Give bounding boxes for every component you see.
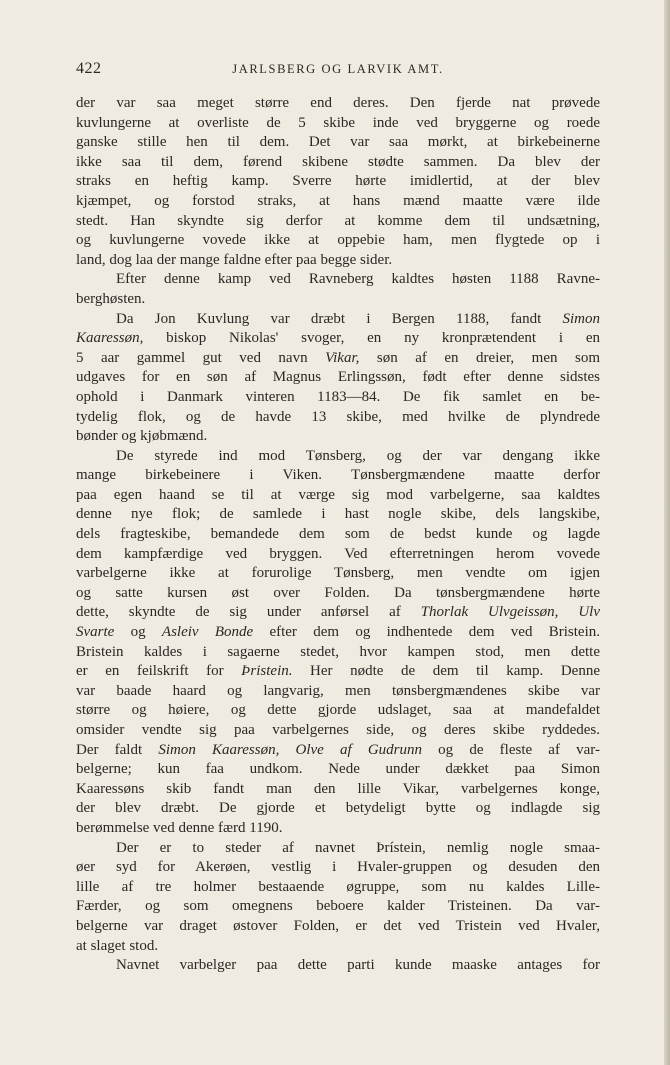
page-edge: [664, 0, 670, 1065]
text-segment: stedt. Han skyndte sig derfor at komme dem til undsætning,: [76, 212, 600, 229]
text-line: [76, 368, 600, 388]
text-segment: berømmelse ved denne færd 1190.: [76, 819, 283, 836]
italic-name-text: Þristein.: [241, 663, 293, 680]
text-segment: øer syd for Akerøen, vestlig i Hvaler-gruppen og desuden den: [76, 859, 600, 876]
italic-name-text: Thorlak Ulvgeissøn, Ulv: [420, 604, 600, 621]
text-line: [76, 897, 600, 917]
text-line: [76, 956, 600, 976]
text-segment: Bristein kaldes i sagaerne stedet, hvor kampen stod, men dette: [76, 643, 600, 660]
text-line: [76, 603, 600, 623]
text-segment: der blev dræbt. De gjorde et betydeligt bytte og indlagde sig: [76, 800, 600, 817]
text-segment: denne nye flok; de samlede i hast nogle skibe, dels langskibe,: [76, 506, 600, 523]
text-line: [76, 839, 600, 859]
text-line: [76, 564, 600, 584]
text-segment: og satte kursen øst over Folden. Da tønsbergmændene hørte: [76, 584, 600, 601]
text-segment: ophold i Danmark vinteren 1183—84. De fik samlet en be-: [76, 388, 600, 405]
text-segment: varbelgerne ikke at forurolige Tønsberg, men vendte om igjen: [76, 565, 600, 582]
text-segment: De styrede ind mod Tønsberg, og der var dengang ikke: [116, 447, 600, 464]
text-segment: var baade haard og langvarig, men tønsbergmændenes skibe var: [76, 682, 600, 699]
text-segment: Her nødte de dem til kamp. Denne: [292, 663, 600, 680]
text-segment: belgerne; kun faa undkom. Nede under dækket paa Simon: [76, 761, 600, 778]
italic-name-text: Simon Kaaressøn, Olve af Gudrunn: [158, 741, 422, 758]
text-line: [76, 172, 600, 192]
text-segment: lille af tre holmer bestaaende øgruppe, som nu kaldes Lille-: [76, 878, 600, 895]
text-line: [76, 780, 600, 800]
text-segment: dem kampfærdige ved bryggen. Ved efterretningen herom vovede: [76, 545, 600, 562]
text-line: [76, 212, 600, 232]
text-segment: kjæmpet, og forstod straks, at hans mænd maatte være ilde: [76, 192, 600, 209]
text-segment: og de fleste af var-: [422, 741, 600, 758]
text-segment: omsider vendte sig paa varbelgernes side, og deres skibe ryddedes.: [76, 722, 600, 738]
page-number: 422: [76, 60, 102, 77]
text-segment: ikke saa til dem, førend skibene stødte sammen. Da blev der: [76, 153, 600, 170]
text-segment: land, dog laa der mange faldne efter paa begge sider.: [76, 251, 393, 268]
text-segment: udgaves for en søn af Magnus Erlingssøn, født efter denne sidstes: [76, 369, 600, 386]
italic-name-text: Kaaressøn,: [76, 330, 144, 347]
text-line: [76, 447, 600, 467]
text-line: [76, 231, 600, 251]
text-line: [76, 310, 600, 330]
page-header: [76, 60, 600, 82]
text-segment: der var saa meget større end deres. Den fjerde nat prøvede: [76, 95, 600, 111]
text-segment: Efter denne kamp ved Ravneberg kaldtes høsten 1188 Ravne-: [116, 271, 600, 288]
text-segment: efter dem og indhentede dem ved Bristein.: [253, 624, 600, 641]
text-line: [76, 290, 600, 310]
text-segment: dette, skyndte de sig under anførsel af: [76, 604, 421, 621]
text-segment: ganske stille hen til dem. Det var saa mørkt, at birkebeinerne: [76, 134, 600, 151]
text-segment: er en feilskrift for: [76, 663, 242, 680]
text-segment: større og høiere, og dette gjorde udslaget, saa at mandefaldet: [76, 702, 600, 719]
text-segment: Færder, og som omegnens beboere kalder Tristeinen. Da var-: [76, 898, 600, 915]
text-segment: 5 aar gammel gut ved navn: [76, 349, 326, 366]
text-segment: bønder og kjøbmænd.: [76, 428, 208, 445]
text-line: [76, 937, 600, 957]
text-line: [76, 133, 600, 153]
italic-name-text: Asleiv Bonde: [161, 624, 254, 641]
text-segment: Da Jon Kuvlung var dræbt i Bergen 1188, fandt: [116, 310, 563, 327]
text-segment: mange birkebeinere i Viken. Tønsbergmændene maatte derfor: [76, 467, 600, 484]
text-segment: berghøsten.: [76, 290, 146, 307]
text-line: [76, 388, 600, 408]
text-segment: Der er to steder af navnet Þrístein, nemlig nogle smaa-: [116, 839, 600, 856]
italic-name-text: Svarte: [76, 624, 115, 641]
text-line: [76, 270, 600, 290]
text-segment: og: [114, 624, 162, 641]
text-line: [76, 545, 600, 565]
text-line: [76, 878, 600, 898]
text-segment: tydelig flok, og de havde 13 skibe, med hvilke de plyndrede: [76, 408, 600, 425]
text-line: [76, 153, 600, 173]
text-line: [76, 408, 600, 428]
text-line: [76, 584, 600, 604]
text-line: [76, 427, 600, 447]
text-line: [76, 525, 600, 545]
text-segment: Der faldt: [76, 741, 159, 758]
running-title: JARLSBERG OG LARVIK AMT.: [232, 62, 444, 76]
text-line: [76, 741, 600, 761]
italic-name-text: Vikar,: [325, 349, 360, 366]
text-line: [76, 94, 600, 114]
text-segment: søn af en dreier, men som: [359, 349, 600, 366]
text-segment: biskop Nikolas' svoger, en ny kronprætendent i en: [143, 330, 600, 347]
text-line: [76, 819, 600, 839]
text-line: [76, 623, 600, 643]
text-segment: Navnet varbelger paa dette parti kunde maaske antages for: [116, 957, 600, 974]
italic-name-text: Simon: [562, 310, 600, 327]
text-line: [76, 662, 600, 682]
text-line: [76, 251, 600, 271]
text-line: [76, 721, 600, 741]
text-segment: belgerne var draget østover Folden, er det ved Tristein ved Hvaler,: [76, 917, 600, 934]
text-segment: og kuvlungerne vovede ikke at oppebie ham, men flygtede op i: [76, 232, 600, 249]
text-line: [76, 505, 600, 525]
text-line: [76, 192, 600, 212]
text-segment: straks en heftig kamp. Sverre hørte imidlertid, at der blev: [76, 173, 600, 190]
text-segment: kuvlungerne at overliste de 5 skibe inde ved bryggerne og roede: [76, 114, 600, 131]
text-line: [76, 466, 600, 486]
text-segment: dels fragteskibe, bemandede dem som de bedst kunde og lagde: [76, 526, 600, 543]
text-line: [76, 858, 600, 878]
text-line: [76, 799, 600, 819]
text-line: [76, 917, 600, 937]
text-segment: at slaget stod.: [76, 937, 159, 954]
text-line: [76, 329, 600, 349]
text-line: [76, 760, 600, 780]
text-line: [76, 643, 600, 663]
text-line: [76, 701, 600, 721]
text-segment: Kaaressøns skib fandt man den lille Vikar, varbelgernes konge,: [76, 780, 600, 797]
text-line: [76, 682, 600, 702]
text-line: [76, 349, 600, 369]
text-line: [76, 114, 600, 134]
text-segment: paa egen haand se til at værge sig mod varbelgerne, saa kaldtes: [76, 486, 600, 503]
text-line: [76, 486, 600, 506]
body-text: [76, 94, 600, 976]
